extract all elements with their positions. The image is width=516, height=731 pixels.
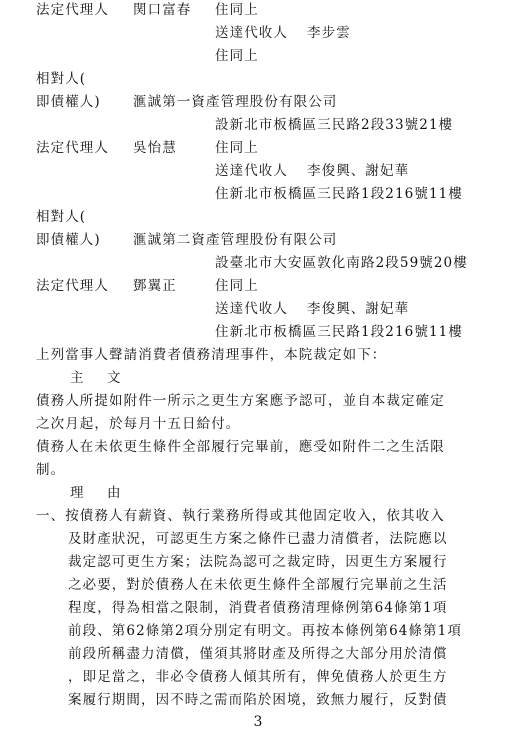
page-number: 3 [253,714,263,730]
respondent-company-2: 滙誠第二資產管理股份有限公司 [133,232,338,248]
ruling-intro: 上列當事人聲請消費者債務清理事件，本院裁定如下： [36,347,387,363]
main-text-line: 之次月起，於每月十五日給付。 [36,416,241,432]
service-agent-name-2: 李俊興、謝妃華 [307,163,410,179]
respondent-company-1: 滙誠第一資產管理股份有限公司 [133,94,338,110]
main-text-line: 制。 [36,462,66,478]
service-agent-label-3: 送達代收人 [215,301,288,317]
legal-rep-name-1: 関口富春 [133,2,192,18]
legal-rep-addr-3: 住同上 [215,278,259,294]
reason-line: 前段、第62條第2項分別定有明文。再按本條例第64條第1項 [68,623,462,639]
legal-rep-label-1: 法定代理人 [36,2,109,18]
service-agent-name-3: 李俊興、謝妃華 [307,301,410,317]
respondent-label-2a: 相對人( [36,209,87,225]
main-text-line: 債務人所提如附件一所示之更生方案應予認可，並自本裁定確定 [36,393,445,409]
reasons-heading: 理 由 [70,485,126,501]
legal-rep-addr-2: 住同上 [215,140,259,156]
respondent-addr-1: 設新北市板橋區三民路2段33號21樓 [215,117,454,133]
legal-rep-label-2: 法定代理人 [36,140,109,156]
main-text-line: 債務人在未依更生條件全部履行完畢前，應受如附件二之生活限 [36,439,445,455]
service-agent-label-2: 送達代收人 [215,163,288,179]
respondent-label-2b: 即債權人) [36,232,101,248]
respondent-addr-2: 設臺北市大安區敦化南路2段59號20樓 [215,255,468,271]
legal-rep-name-2: 吳怡慧 [133,140,177,156]
main-text-heading: 主 文 [70,370,126,386]
reason-line: 裁定認可更生方案；法院為認可之裁定時，因更生方案履行 [68,554,448,570]
service-agent-addr-3: 住新北市板橋區三民路1段216號11樓 [215,324,463,340]
legal-rep-label-3: 法定代理人 [36,278,109,294]
service-agent-addr-1: 住同上 [215,48,259,64]
legal-rep-addr-1: 住同上 [215,2,259,18]
respondent-label-1b: 即債權人) [36,94,101,110]
service-agent-addr-2: 住新北市板橋區三民路1段216號11樓 [215,186,463,202]
reason-line: 前段所稱盡力清償，僅須其將財產及所得之大部分用於清償 [68,646,448,662]
legal-rep-name-3: 鄧翼正 [133,278,177,294]
reason-line: ，即足當之，非必令債務人傾其所有，俾免債務人於更生方 [68,669,448,685]
service-agent-label-1: 送達代收人 [215,25,288,41]
reason-line: 案履行期間，因不時之需而陷於困境，致無力履行，反對債 [68,692,448,708]
reason-line: 一、按債務人有薪資、執行業務所得或其他固定收入，依其收入 [36,508,445,524]
reason-line: 之必要，對於債務人在未依更生條件全部履行完畢前之生活 [68,577,448,593]
reason-line: 及財產狀況，可認更生方案之條件已盡力清償者，法院應以 [68,531,448,547]
reason-line: 程度，得為相當之限制，消費者債務清理條例第64條第1項 [68,600,448,616]
service-agent-name-1: 李步雲 [307,25,351,41]
respondent-label-1a: 相對人( [36,71,87,87]
